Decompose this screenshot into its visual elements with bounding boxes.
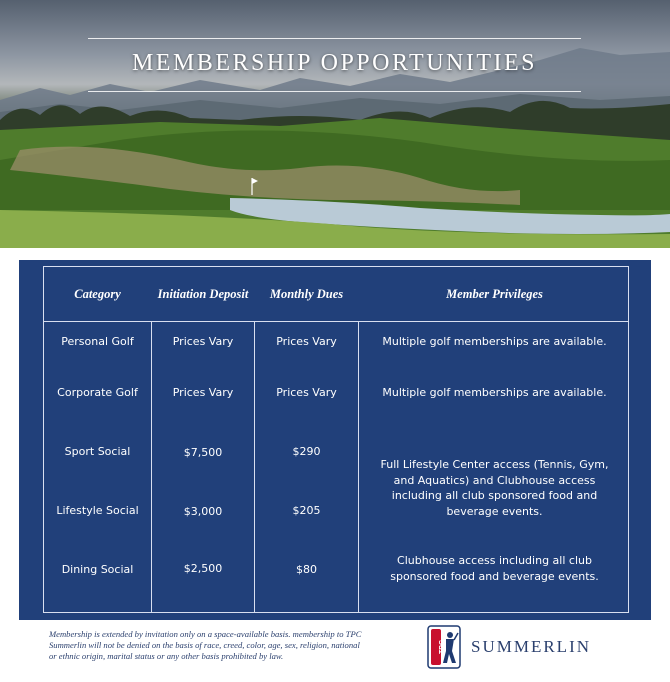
row-category: Lifestyle Social (56, 504, 139, 517)
row-initiation: Prices Vary (172, 335, 234, 348)
hero-image (0, 0, 670, 248)
privilege-text: Clubhouse access including all club sponsored food and beverage events. (390, 554, 599, 583)
row-initiation: $2,500 (183, 562, 223, 575)
header-monthly-dues: Monthly Dues (269, 287, 344, 301)
header-member-privileges: Member Privileges (446, 287, 543, 301)
tpc-logo-icon (427, 625, 461, 669)
row-dues: $205 (292, 504, 321, 517)
row-category: Personal Golf (61, 335, 134, 348)
tpc-logo (427, 625, 461, 669)
brand-name: SUMMERLIN (471, 637, 592, 656)
page-title: MEMBERSHIP OPPORTUNITIES (131, 50, 538, 76)
membership-table-panel (19, 260, 651, 620)
row-initiation: $3,000 (183, 505, 223, 518)
header-initiation-deposit: Initiation Deposit (157, 287, 249, 301)
row-dues: Prices Vary (276, 335, 337, 348)
title-rule-bottom (88, 91, 581, 92)
title-rule-top (88, 38, 581, 39)
header-divider (44, 321, 628, 322)
privilege-text: Multiple golf memberships are available. (382, 335, 607, 348)
membership-table (43, 266, 629, 613)
row-initiation: Prices Vary (172, 386, 234, 399)
row-dues: $80 (296, 563, 317, 576)
row-category: Corporate Golf (57, 386, 138, 399)
tpc-logo-text: TPC (439, 640, 446, 654)
row-dues: Prices Vary (276, 386, 337, 399)
row-category: Sport Social (64, 445, 131, 458)
membership-disclaimer: Membership is extended by invitation only on a space-available basis. membership to TPC Summerlin will not be denied on the basis of race, creed, color, age, sex, religion, national or ethnic origin, marital status or any other basis prohibited by law. (49, 629, 362, 661)
row-category: Dining Social (61, 563, 134, 576)
privilege-text: Full Lifestyle Center access (Tennis, Gym, and Aquatics) and Clubhouse access including all club sponsored food and beverage events. (380, 458, 609, 518)
column-divider (358, 321, 359, 612)
row-dues: $290 (292, 445, 321, 458)
privilege-text: Multiple golf memberships are available. (382, 386, 607, 399)
header-category: Category (74, 287, 121, 301)
row-initiation: $7,500 (183, 446, 223, 459)
